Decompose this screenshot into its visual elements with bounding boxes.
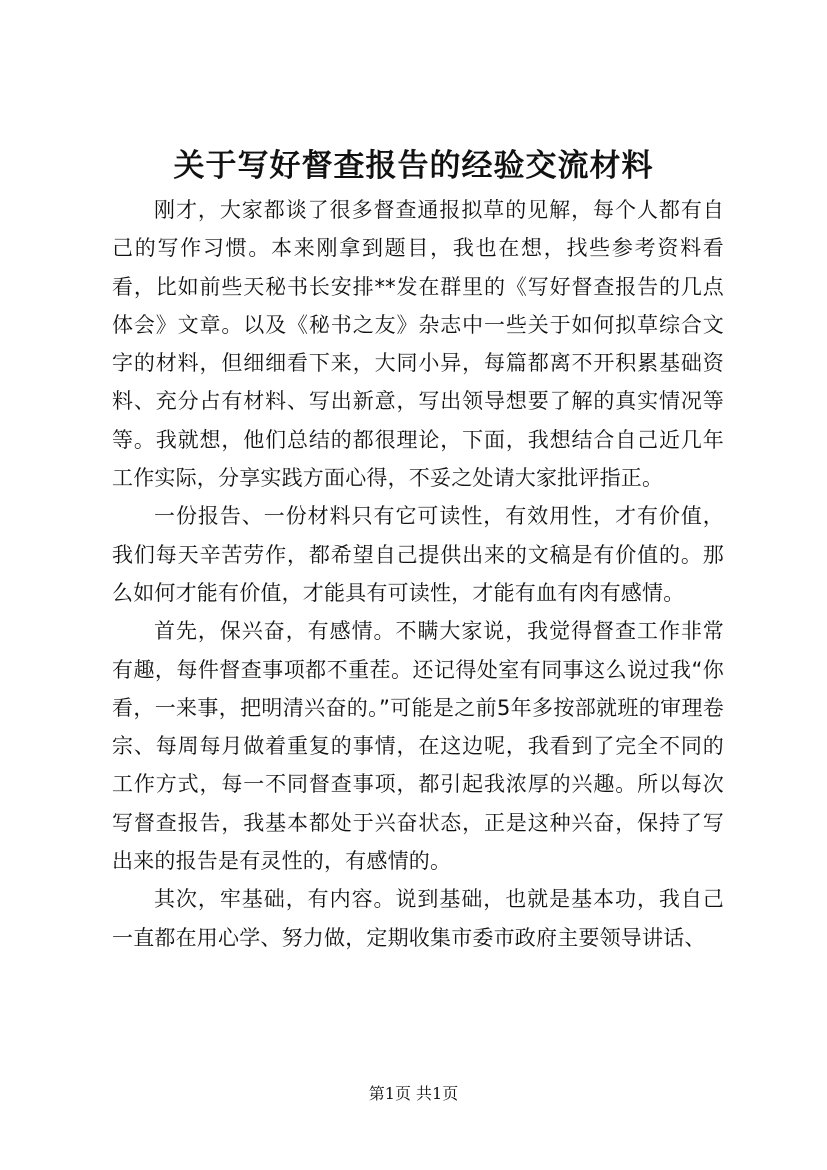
paragraph-first-point: 首先，保兴奋，有感情。不瞒大家说，我觉得督查工作非常有趣，每件督查事项都不重茬。还记得处室有同事这么说过我“你看，一来事，把明清兴奋的。”可能是之前5年多按部就班的审理卷宗、每周每月做着重复的事情，在这边呢，我看到了完全不同的工作方式，每一不同督查事项，都引起我浓厚的兴趣。所以每次写督查报告，我基本都处于兴奋状态，正是这种兴奋，保持了写出来的报告是有灵性的，有感情的。 <box>112 619 724 874</box>
document-title: 关于写好督查报告的经验交流材料 <box>173 148 654 184</box>
paragraph-second-point: 其次，牢基础，有内容。说到基础，也就是基本功，我自己一直都在用心学、努力做，定期收集市委市政府主要领导讲话、 <box>112 887 724 950</box>
page-number: 第1页 共1页 <box>368 1084 459 1103</box>
paragraph-intro: 刚才，大家都谈了很多督查通报拟草的见解，每个人都有自己的写作习惯。本来刚拿到题目，我也在想，找些参考资料看看，比如前些天秘书长安排**发在群里的《写好督查报告的几点体会》文章。以及《秘书之友》杂志中一些关于如何拟草综合文字的材料，但细细看下来，大同小异，每篇都离不开积累基础资料、充分占有材料、写出新意，写出领导想要了解的真实情况等等。我就想，他们总结的都很理论，下面，我想结合自己近几年工作实际，分享实践方面心得，不妥之处请大家批评指正。 <box>112 198 724 491</box>
paragraph-value: 一份报告、一份材料只有它可读性，有效用性，才有价值，我们每天辛苦劳作，都希望自己提供出来的文稿是有价值的。那么如何才能有价值，才能具有可读性，才能有血有肉有感情。 <box>112 504 724 605</box>
document-body <box>112 191 724 957</box>
